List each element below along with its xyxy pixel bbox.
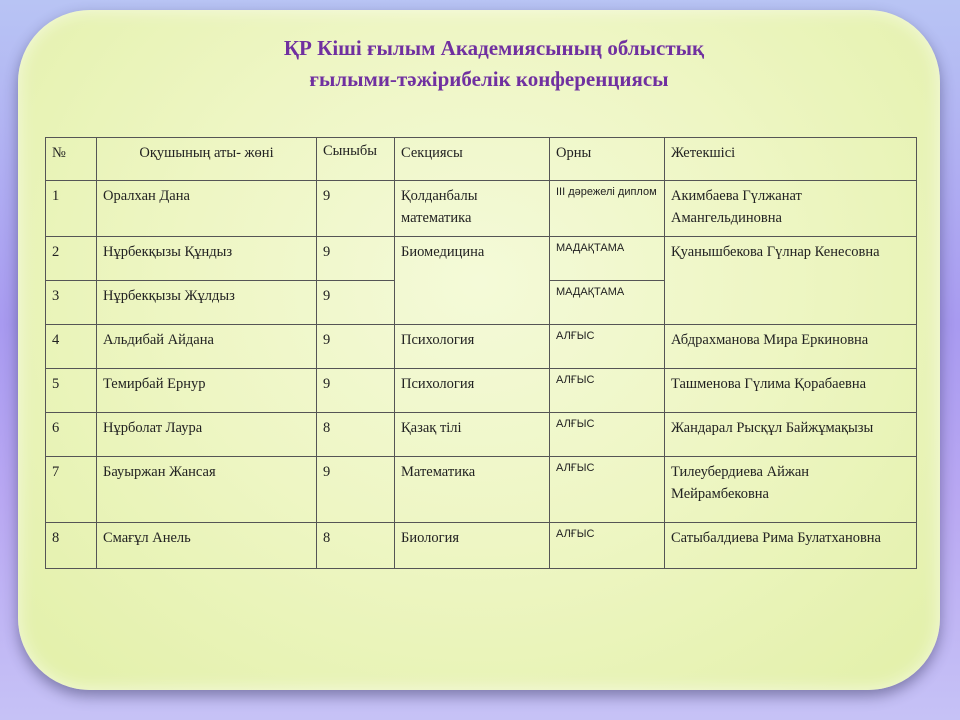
place-label: МАДАҚТАМА (556, 286, 625, 298)
cell-section: Математика (395, 457, 550, 523)
cell-supervisor: Тилеубердиева Айжан Мейрамбековна (665, 457, 917, 523)
cell-section: Қолданбалы математика (395, 181, 550, 237)
place-label: ІІІ дәрежелі диплом (556, 186, 657, 198)
cell-num: 1 (46, 181, 97, 237)
header-supervisor: Жетекшісі (665, 138, 917, 181)
cell-num: 5 (46, 369, 97, 413)
cell-class: 9 (317, 281, 395, 325)
header-section: Секциясы (395, 138, 550, 181)
place-label: АЛҒЫС (556, 462, 595, 474)
table-row (46, 457, 917, 523)
header-place: Орны (550, 138, 665, 181)
cell-name: Нұрбекқызы Жұлдыз (97, 281, 317, 325)
cell-supervisor: Абдрахманова Мира Еркиновна (665, 325, 917, 369)
table-row (46, 369, 917, 413)
title-line-2: ғылыми-тәжірибелік конференциясы (309, 67, 669, 91)
header-name: Оқушының аты- жөні (97, 138, 317, 181)
cell-supervisor: Акимбаева Гүлжанат Амангельдиновна (665, 181, 917, 237)
cell-class: 9 (317, 237, 395, 281)
cell-supervisor: Сатыбалдиева Рима Булатхановна (665, 523, 917, 569)
cell-place (550, 457, 665, 523)
cell-class: 9 (317, 369, 395, 413)
cell-place (550, 281, 665, 325)
cell-place (550, 237, 665, 281)
table-row (46, 523, 917, 569)
cell-class: 9 (317, 457, 395, 523)
cell-place (550, 181, 665, 237)
cell-section: Психология (395, 325, 550, 369)
table-row (46, 181, 917, 237)
cell-class: 9 (317, 181, 395, 237)
title-line-1: ҚР Кіші ғылым Академиясының облыстық (283, 36, 705, 60)
cell-place (550, 523, 665, 569)
cell-num: 2 (46, 237, 97, 281)
cell-num: 3 (46, 281, 97, 325)
cell-class: 8 (317, 413, 395, 457)
cell-supervisor: Қуанышбекова Гүлнар Кенесовна (665, 237, 917, 325)
cell-supervisor: Ташменова Гүлима Қорабаевна (665, 369, 917, 413)
cell-num: 8 (46, 523, 97, 569)
cell-name: Оралхан Дана (97, 181, 317, 237)
cell-place (550, 413, 665, 457)
cell-name: Альдибай Айдана (97, 325, 317, 369)
cell-class: 9 (317, 325, 395, 369)
cell-name: Бауыржан Жансая (97, 457, 317, 523)
table-header-row (46, 138, 917, 181)
header-class: Сыныбы (317, 138, 395, 181)
cell-place (550, 325, 665, 369)
cell-section: Қазақ тілі (395, 413, 550, 457)
table-row (46, 413, 917, 457)
place-label: АЛҒЫС (556, 330, 595, 342)
place-label: АЛҒЫС (556, 418, 595, 430)
cell-name: Темирбай Ернур (97, 369, 317, 413)
cell-num: 4 (46, 325, 97, 369)
cell-section: Психология (395, 369, 550, 413)
place-label: АЛҒЫС (556, 528, 595, 540)
cell-name: Нұрбекқызы Құндыз (97, 237, 317, 281)
cell-num: 7 (46, 457, 97, 523)
cell-name: Смағұл Анель (97, 523, 317, 569)
cell-supervisor: Жандарал Рысқұл Байжұмақызы (665, 413, 917, 457)
slide-title (0, 33, 960, 95)
cell-name: Нұрболат Лаура (97, 413, 317, 457)
cell-num: 6 (46, 413, 97, 457)
table-row (46, 237, 917, 281)
cell-section: Биология (395, 523, 550, 569)
cell-place (550, 369, 665, 413)
place-label: МАДАҚТАМА (556, 242, 625, 254)
cell-section: Биомедицина (395, 237, 550, 325)
table-row (46, 325, 917, 369)
place-label: АЛҒЫС (556, 374, 595, 386)
results-table (45, 137, 917, 569)
header-num: № (46, 138, 97, 181)
cell-class: 8 (317, 523, 395, 569)
